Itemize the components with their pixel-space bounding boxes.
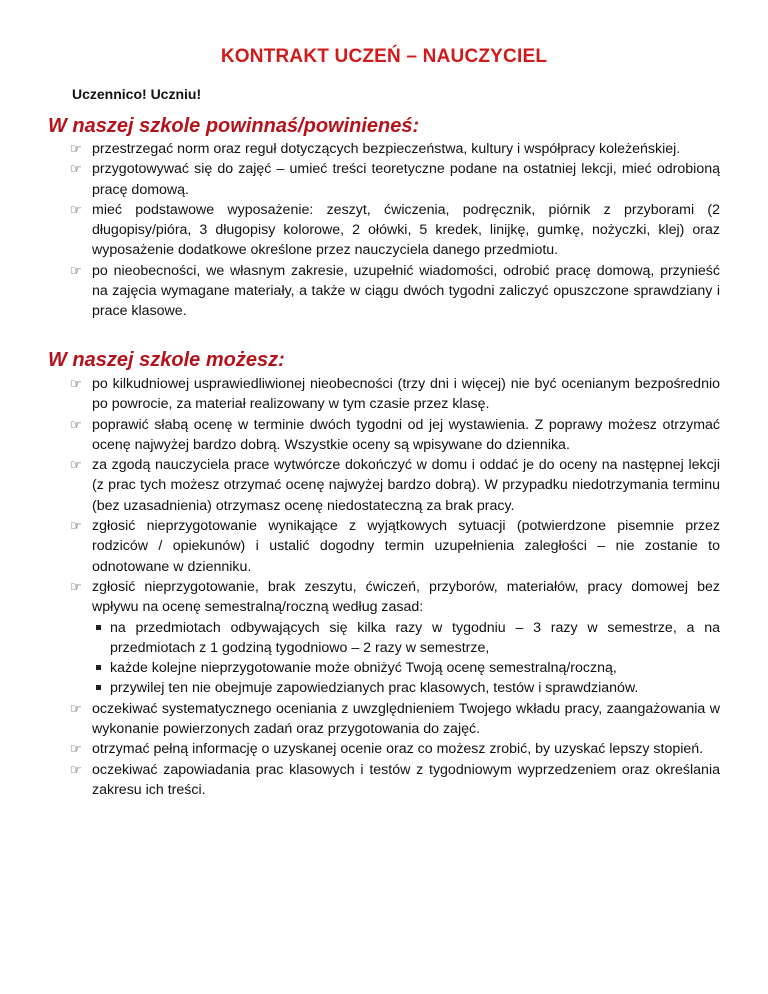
rules-sublist — [92, 618, 720, 699]
list-item: ☞ zgłosić nieprzygotowanie, brak zeszytu, ćwiczeń, przyborów, materiałów, pracy domowej bez wpływu na ocenę semestralną/roczną według zasad: na przedmiotach odbywających się kilka razy w tygodniu – 3 razy w semestrze, a na przedmiotach z 1 godziną tygodniowo – 2 razy w semestrze, każde kolejne nieprzygotowanie może obniżyć Twoją ocenę semestralną/roczną, przywilej ten nie obejmuje zapowiedzianych prac klasowych, testów i sprawdzianów. — [70, 577, 720, 699]
pointing-hand-icon: ☞ — [70, 262, 82, 278]
list-item: ☞ za zgodą nauczyciela prace wytwórcze dokończyć w domu i oddać je do oceny na następnej lekcji (z prac tych możesz otrzymać ocenę najwyżej bardzo dobrą). W przypadku niedotrzymania terminu (bez uzasadnienia) otrzymasz ocenę niedostateczną za brak pracy. — [70, 457, 720, 514]
pointing-hand-icon: ☞ — [70, 161, 82, 177]
pointing-hand-icon: ☞ — [70, 578, 82, 594]
square-bullet-icon — [96, 685, 101, 690]
square-bullet-icon — [96, 625, 101, 630]
square-bullet-icon — [96, 665, 101, 670]
list-item: ☞ zgłosić nieprzygotowanie wynikające z wyjątkowych sytuacji (potwierdzone pisemnie przez rodziców / opiekunów) i ustalić dogodny termin uzupełnienia zaległości – nie zostanie to odnotowane w dzienniku. — [70, 518, 720, 575]
list-item: ☞ po kilkudniowej usprawiedliwionej nieobecności (trzy dni i więcej) nie być ocenianym bezpośrednio po powrocie, za materiał realizowany w tym czasie przez klasę. — [70, 376, 720, 413]
pointing-hand-icon: ☞ — [70, 457, 82, 473]
pointing-hand-icon: ☞ — [70, 416, 82, 432]
sublist-item: przywilej ten nie obejmuje zapowiedzianych prac klasowych, testów i sprawdzianów. — [92, 678, 720, 698]
sublist-item: każde kolejne nieprzygotowanie może obniżyć Twoją ocenę semestralną/roczną, — [92, 658, 720, 678]
list-item: ☞ oczekiwać zapowiadania prac klasowych i testów z tygodniowym wyprzedzeniem oraz określania zakresu ich treści. — [70, 761, 720, 798]
pointing-hand-icon: ☞ — [70, 376, 82, 391]
list-item: ☞ przygotowywać się do zajęć – umieć treści teoretyczne podane na ostatniej lekcji, mieć odrobioną pracę domową. — [70, 161, 720, 198]
list-item: ☞ przestrzegać norm oraz reguł dotyczących bezpieczeństwa, kultury i współpracy koleżeńskiej. — [70, 141, 681, 157]
document-title: KONTRAKT UCZEŃ – NAUCZYCIEL — [220, 46, 548, 67]
pointing-hand-icon: ☞ — [70, 518, 82, 534]
pointing-hand-icon: ☞ — [70, 741, 82, 757]
pointing-hand-icon: ☞ — [70, 201, 82, 217]
list-item: ☞ otrzymać pełną informację o uzyskanej ocenie oraz co możesz zrobić, by uzyskać lepszy stopień. — [70, 741, 704, 758]
section-heading-rights: W naszej szkole możesz: — [48, 349, 285, 371]
pointing-hand-icon: ☞ — [70, 700, 82, 716]
section-heading-obligations: W naszej szkole powinnaś/powinieneś: — [48, 115, 420, 137]
list-item: ☞ po nieobecności, we własnym zakresie, uzupełnić wiadomości, odrobić pracę domową, przynieść na zajęcia wymagane materiały, a także w ciągu dwóch tygodni zaliczyć opuszczone sprawdziany i prace klasowe. — [70, 262, 720, 320]
pointing-hand-icon: ☞ — [70, 761, 82, 777]
sublist-item: na przedmiotach odbywających się kilka razy w tygodniu – 3 razy w semestrze, a na przedmiotach z 1 godziną tygodniowo – 2 razy w semestrze, — [92, 618, 720, 659]
list-item: ☞ poprawić słabą ocenę w terminie dwóch tygodni od jej wystawienia. Z poprawy możesz otrzymać ocenę najwyżej bardzo dobrą. Wszystkie oceny są wpisywane do dziennika. — [70, 416, 720, 453]
list-item: ☞ mieć podstawowe wyposażenie: zeszyt, ćwiczenia, podręcznik, piórnik z przyborami (2 długopisy/pióra, 3 długopisy kolorowe, 2 ołówki, 5 kredek, linijkę, gumkę, nożyczki, klej) oraz wyposażenie dodatkowe określone przez nauczyciela danego przedmiotu. — [70, 201, 720, 259]
greeting: Uczennico! Uczniu! — [72, 86, 202, 102]
list-item: ☞ oczekiwać systematycznego oceniania z uwzględnieniem Twojego wkładu pracy, zaangażowania w wykonanie powierzonych zadań oraz przygotowania do zajęć. — [70, 700, 720, 738]
obligations-list — [70, 139, 720, 322]
rights-list — [70, 374, 720, 800]
pointing-hand-icon: ☞ — [70, 141, 82, 156]
